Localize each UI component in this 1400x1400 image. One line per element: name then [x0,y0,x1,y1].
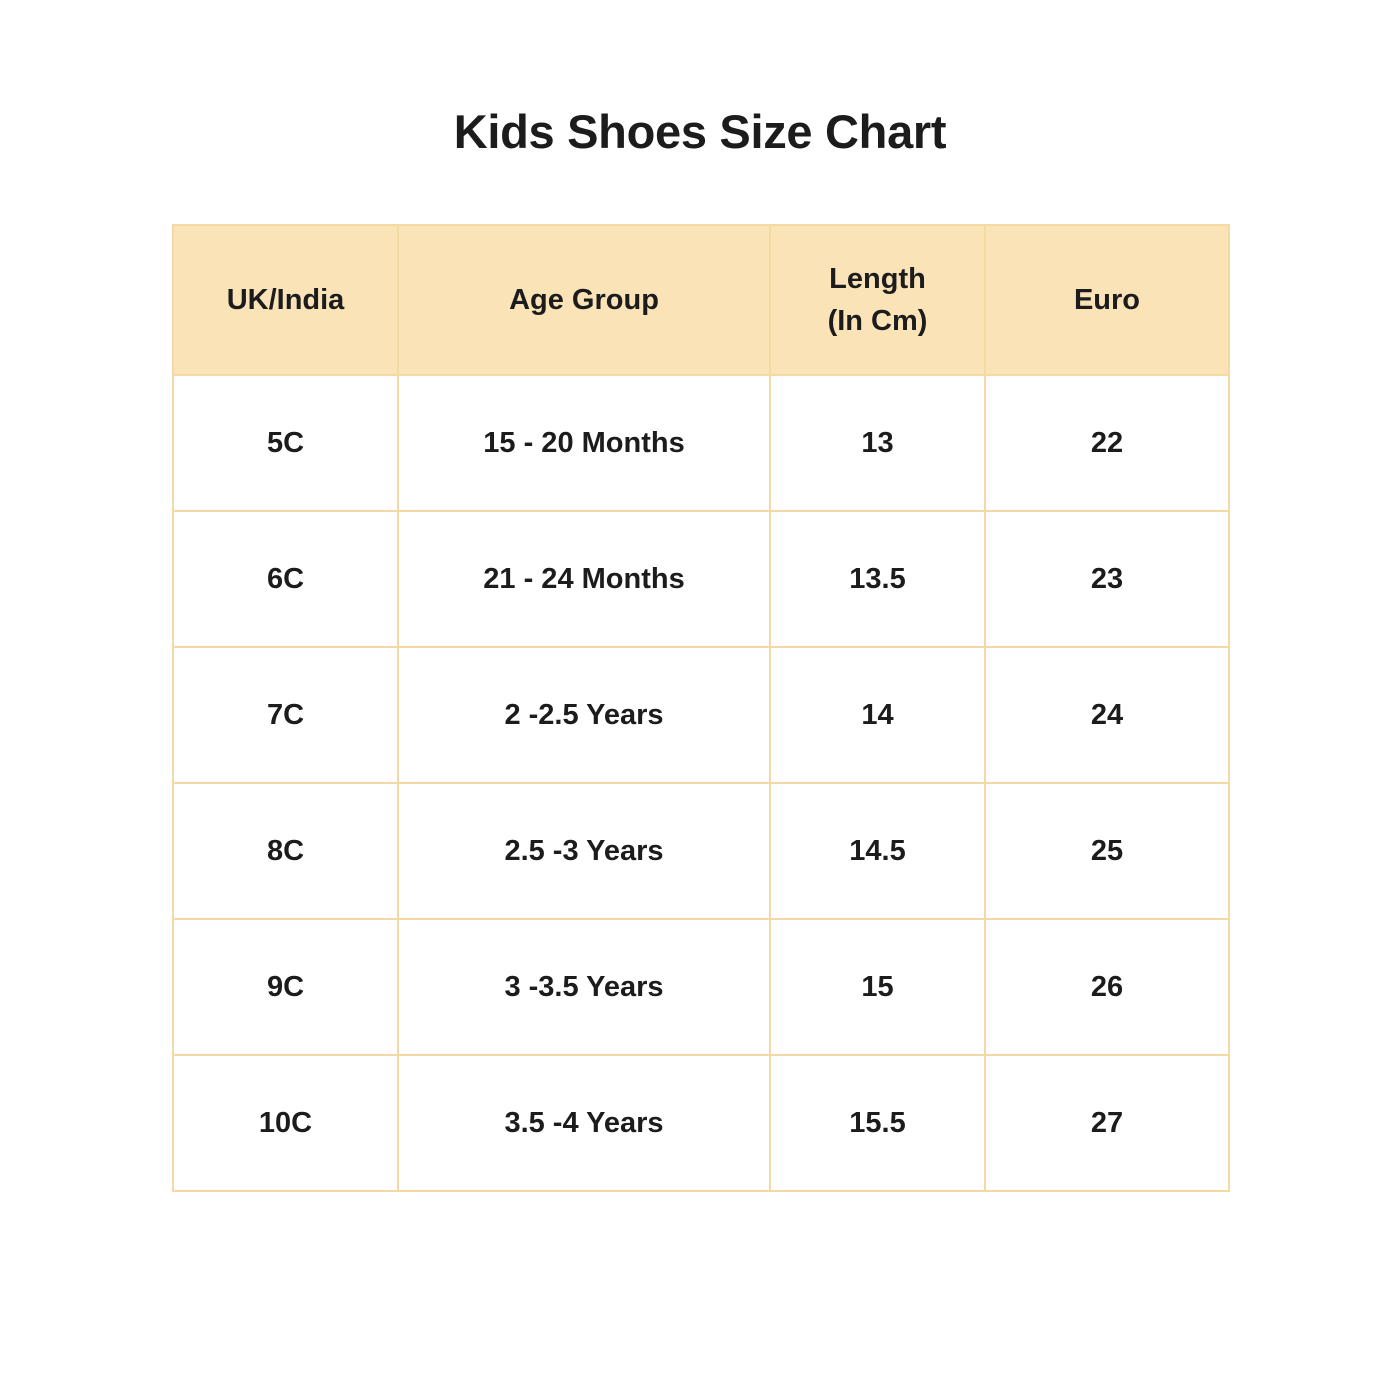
column-header-length-line1: Length [829,262,926,295]
size-chart-table-wrapper [172,224,1228,1192]
cell-length: 14.5 [770,783,985,919]
cell-euro: 22 [985,375,1229,511]
kids-shoes-size-table [172,224,1230,1192]
column-header-length-line2: (In Cm) [827,305,928,337]
cell-age-group: 2.5 -3 Years [398,783,770,919]
table-body [173,375,1229,1191]
cell-euro: 24 [985,647,1229,783]
table-row [173,783,1229,919]
table-row [173,919,1229,1055]
cell-length: 13.5 [770,511,985,647]
table-header [173,225,1229,375]
cell-age-group: 3.5 -4 Years [398,1055,770,1191]
table-header-row [173,225,1229,375]
table-row [173,511,1229,647]
cell-length: 15.5 [770,1055,985,1191]
table-row [173,647,1229,783]
table-row [173,375,1229,511]
column-header-euro: Euro [985,225,1229,375]
cell-uk-india: 9C [173,919,398,1055]
page-title: Kids Shoes Size Chart [453,105,947,158]
column-header-uk-india: UK/India [173,225,398,375]
cell-age-group: 15 - 20 Months [398,375,770,511]
cell-euro: 23 [985,511,1229,647]
column-header-length [770,225,985,375]
cell-length: 13 [770,375,985,511]
cell-age-group: 2 -2.5 Years [398,647,770,783]
cell-length: 15 [770,919,985,1055]
cell-age-group: 21 - 24 Months [398,511,770,647]
cell-euro: 25 [985,783,1229,919]
cell-uk-india: 8C [173,783,398,919]
table-row [173,1055,1229,1191]
cell-euro: 26 [985,919,1229,1055]
cell-length: 14 [770,647,985,783]
cell-uk-india: 5C [173,375,398,511]
cell-age-group: 3 -3.5 Years [398,919,770,1055]
cell-uk-india: 7C [173,647,398,783]
column-header-age-group: Age Group [398,225,770,375]
cell-euro: 27 [985,1055,1229,1191]
cell-uk-india: 10C [173,1055,398,1191]
cell-uk-india: 6C [173,511,398,647]
